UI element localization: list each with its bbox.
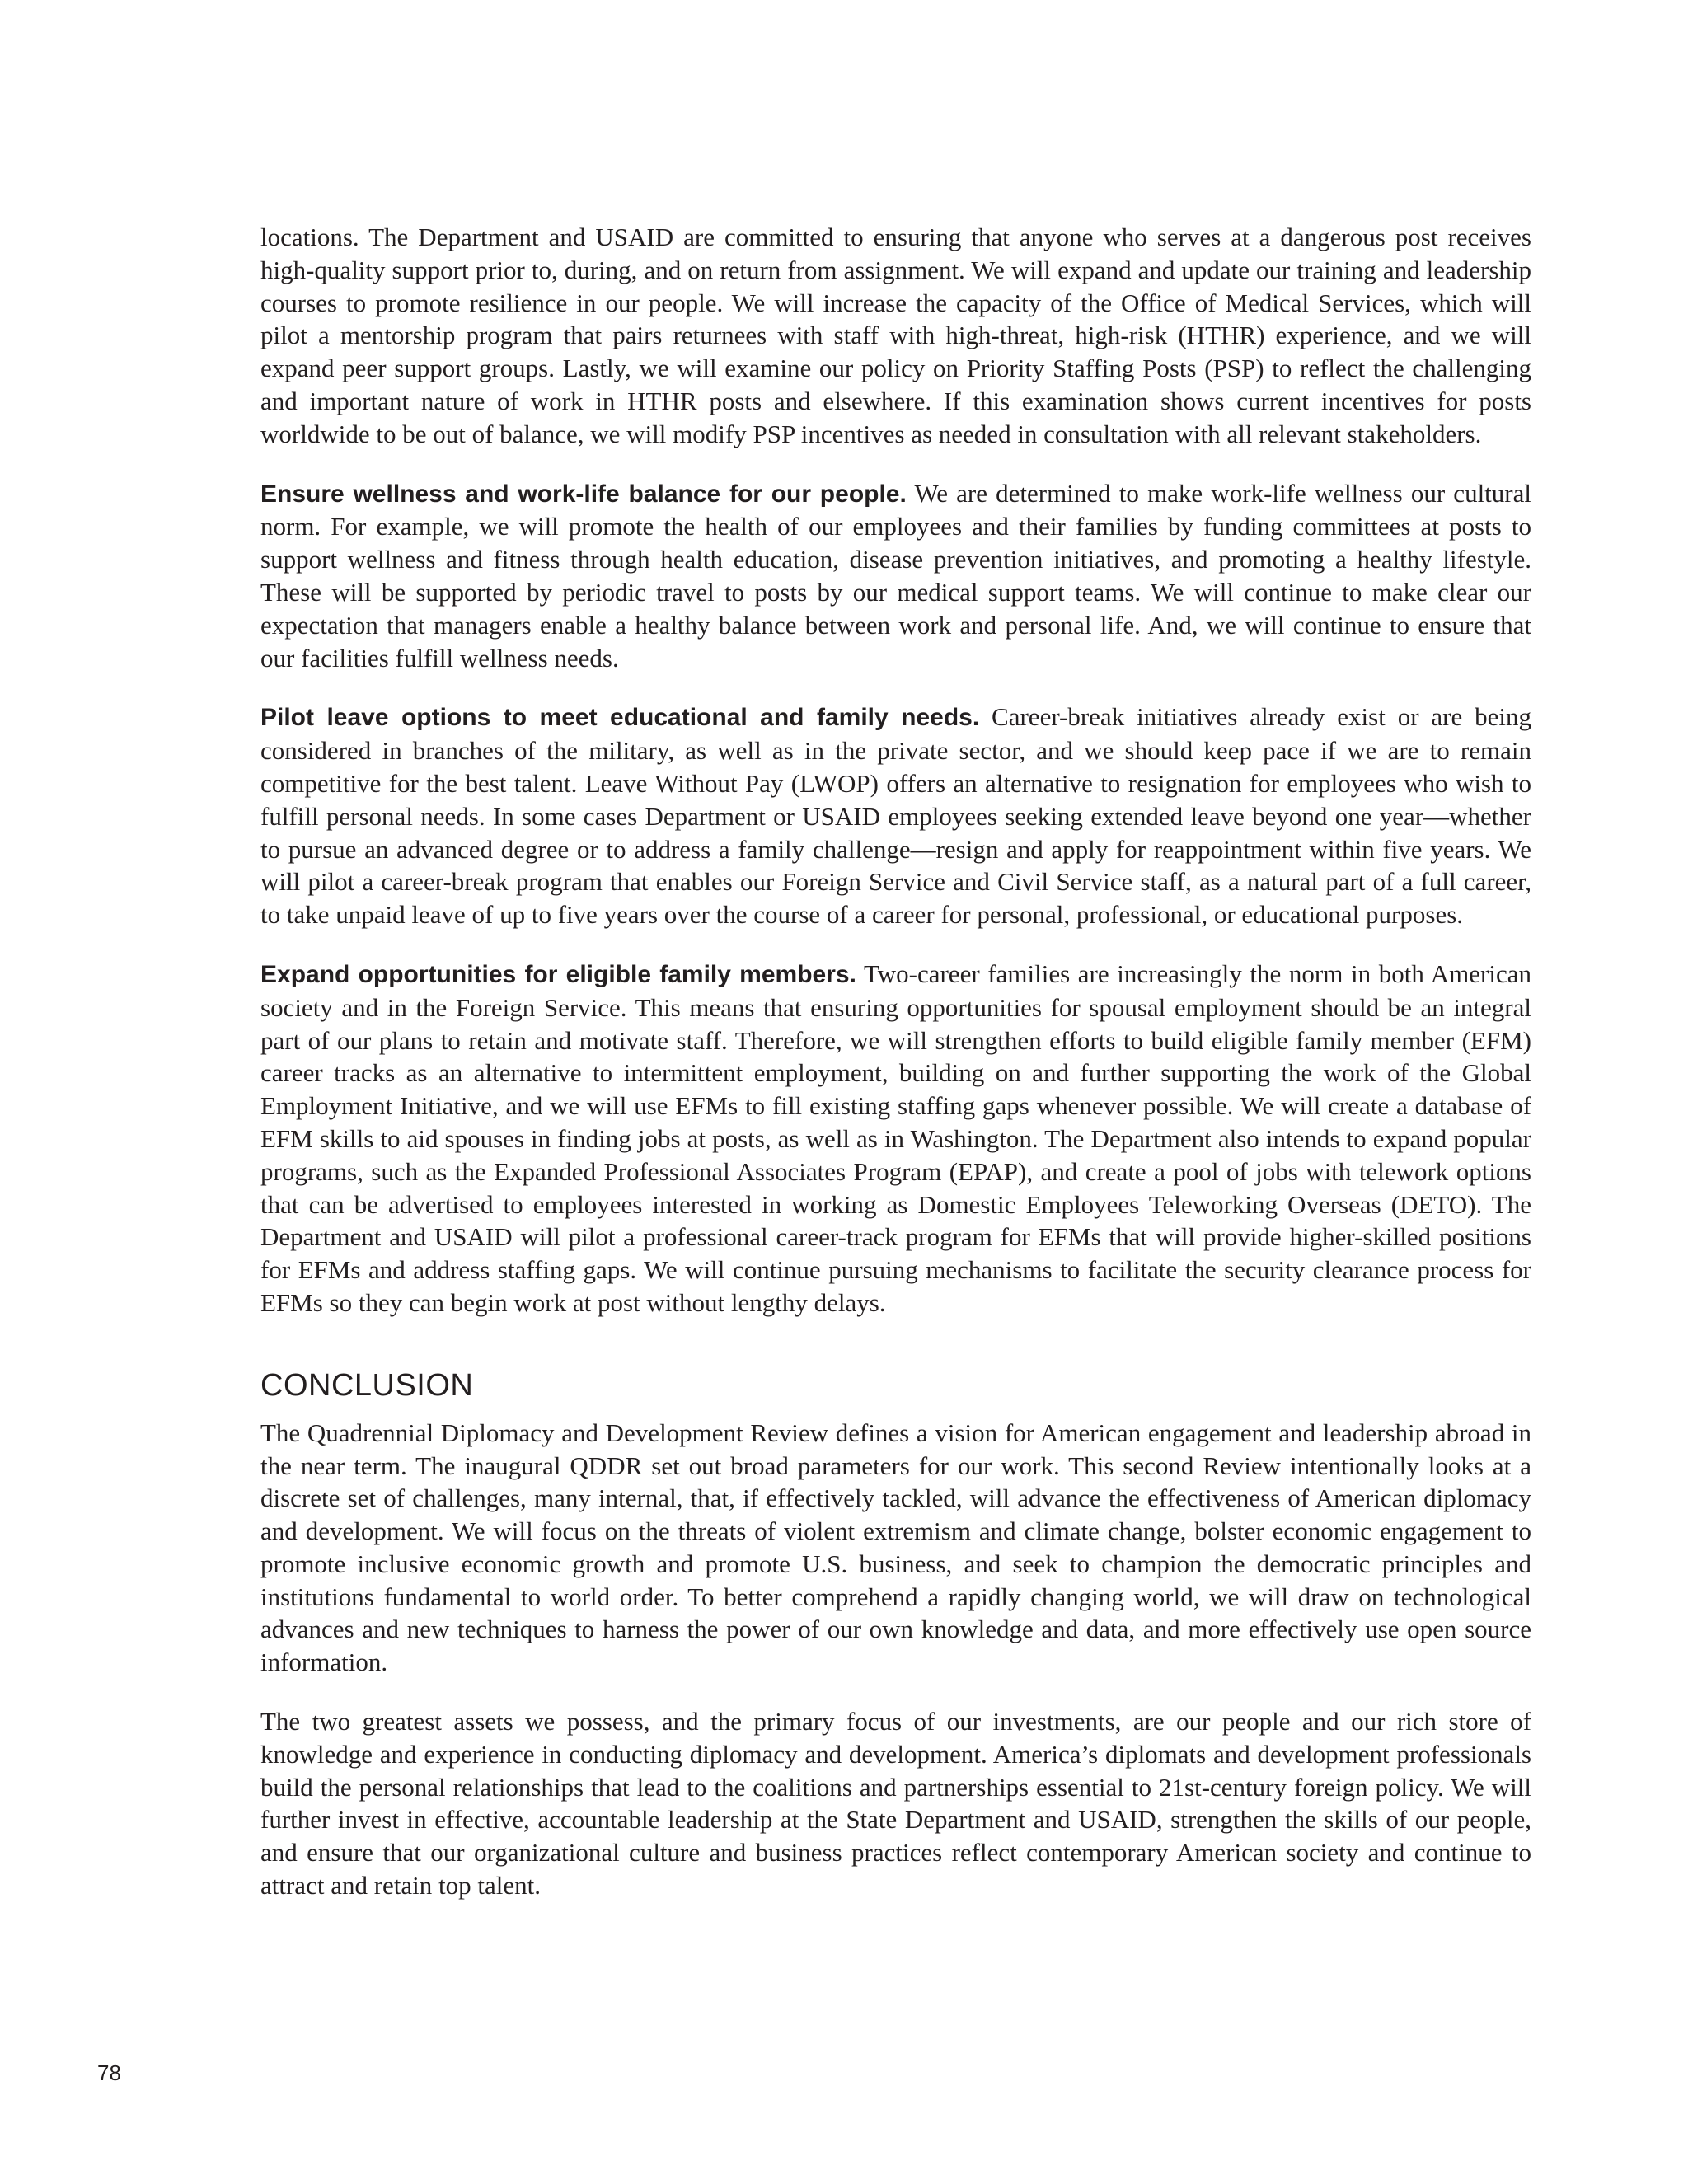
wellness-body: We are determined to make work-life wellness our cultural norm. For example, we will promote the health of our employees and their families by funding committees at posts to support wellness and fitness through health education, disease prevention initiatives, and promoting a healthy lifestyle. These will be supported by periodic travel to posts by our medical support teams. We will continue to make clear our expectation that managers enable a healthy balance between work and personal life. And, we will continue to ensure that our facilities fulfill wellness needs. bbox=[260, 478, 1531, 673]
family-lead: Expand opportunities for eligible family members. bbox=[260, 960, 856, 988]
leave-body: Career-break initiatives already exist or are being considered in branches of the military, as well as in the private sector, and we should keep pace if we are to remain competitive for the best talent. Leave Without Pay (LWOP) offers an alternative to resignation for employees who wish to fulfill personal needs. In some cases Department or USAID employees seeking extended leave beyond one year—whether to pursue an advanced degree or to address a family challenge—resign and apply for reappointment within five years. We will pilot a career-break program that enables our Foreign Service and Civil Service staff, as a natural part of a full career, to take unpaid leave of up to five years over the course of a career for personal, professional, or educational purposes. bbox=[260, 702, 1531, 930]
wellness-paragraph bbox=[260, 477, 1531, 675]
leave-lead: Pilot leave options to meet educational and family needs. bbox=[260, 704, 980, 732]
conclusion-paragraph-2: The two greatest assets we possess, and the primary focus of our investments, are our people and our rich store of knowledge and experience in conducting diplomacy and development. America’s diplomats and development professionals build the personal relationships that lead to the coalitions and partnerships essential to 21st-century foreign policy. We will further invest in effective, accountable leadership at the State Department and USAID, strengthen the skills of our people, and ensure that our organizational culture and business practices reflect contemporary American society and continue to attract and retain top talent. bbox=[260, 1707, 1531, 1900]
wellness-lead: Ensure wellness and work-life balance for our people. bbox=[260, 480, 907, 508]
leave-paragraph bbox=[260, 701, 1531, 931]
family-paragraph bbox=[260, 958, 1531, 1319]
intro-paragraph: locations. The Department and USAID are committed to ensuring that anyone who serves at a dangerous post receives high-quality support prior to, during, and on return from assignment. We will expand and update our training and leadership courses to promote resilience in our people. We will increase the capacity of the Office of Medical Services, which will pilot a mentorship program that pairs returnees with staff with high-threat, high-risk (HTHR) experience, and we will expand peer support groups. Lastly, we will examine our policy on Priority Staffing Posts (PSP) to reflect the challenging and important nature of work in HTHR posts and elsewhere. If this examination shows current incentives for posts worldwide to be out of balance, we will modify PSP incentives as needed in consultation with all relevant stakeholders. bbox=[260, 223, 1531, 448]
page-content bbox=[260, 221, 1531, 1902]
conclusion-paragraph-1: The Quadrennial Diplomacy and Development Review defines a vision for American engagement and leadership abroad in the near term. The inaugural QDDR set out broad parameters for our work. This second Review intentionally looks at a discrete set of challenges, many internal, that, if effectively tackled, will advance the effectiveness of American diplomacy and development. We will focus on the threats of violent extremism and climate change, bolster economic engagement to promote inclusive economic growth and promote U.S. business, and seek to champion the democratic principles and institutions fundamental to world order. To better comprehend a rapidly changing world, we will draw on technological advances and new techniques to harness the power of our own knowledge and data, and more effectively use open source information. bbox=[260, 1418, 1531, 1677]
conclusion-heading: CONCLUSION bbox=[260, 1367, 474, 1403]
page-number: 78 bbox=[97, 2060, 121, 2085]
family-body: Two-career families are increasingly the norm in both American society and in the Foreign Service. This means that ensuring opportunities for spousal employment should be an integral part of our plans to retain and motivate staff. Therefore, we will strengthen efforts to build eligible family member (EFM) career tracks as an alternative to intermittent employment, building on and further supporting the work of the Global Employment Initiative, and we will use EFMs to fill existing staffing gaps whenever possible. We will create a database of EFM skills to aid spouses in finding jobs at posts, as well as in Washington. The Department also intends to expand popular programs, such as the Expanded Professional Associates Program (EPAP), and create a pool of jobs with telework options that can be advertised to employees interested in working as Domestic Employees Teleworking Overseas (DETO). The Department and USAID will pilot a professional career-track program for EFMs that will provide higher-skilled positions for EFMs and address staffing gaps. We will continue pursuing mechanisms to facilitate the security clearance process for EFMs so they can begin work at post without lengthy delays. bbox=[260, 958, 1531, 1317]
